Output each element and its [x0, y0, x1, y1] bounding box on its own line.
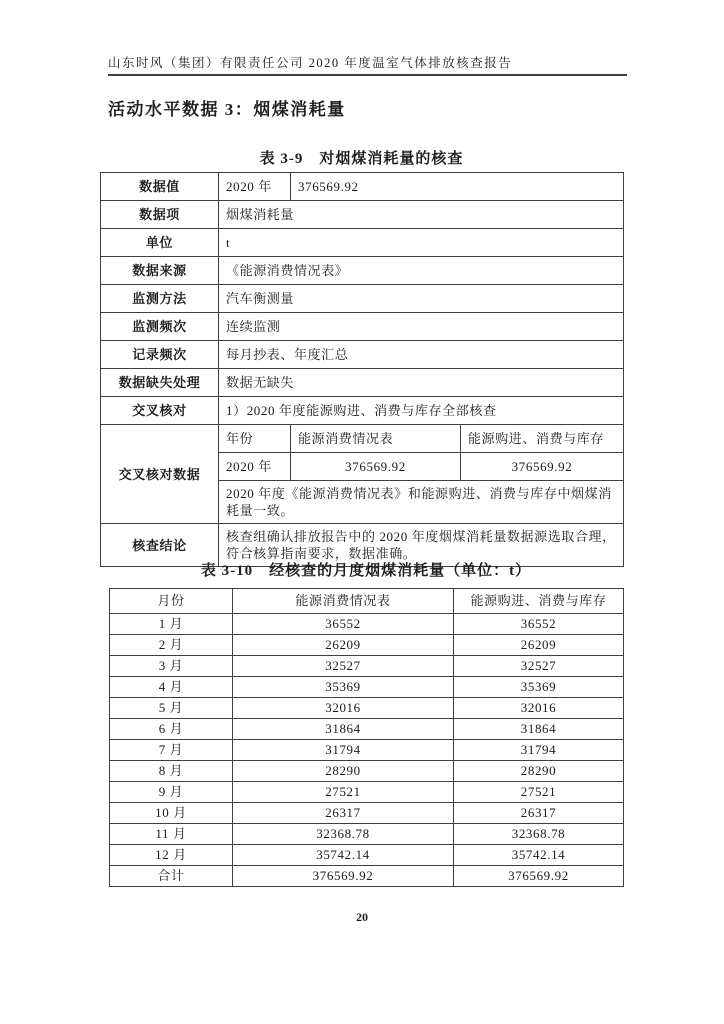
table-cell: 汽车衡测量 [219, 285, 624, 313]
month-cell: 9 月 [110, 782, 233, 803]
column-header: 能源购进、消费与库存 [454, 589, 624, 614]
value-cell: 26209 [233, 635, 454, 656]
table-cell: 376569.92 [291, 173, 624, 201]
table-cell: 2020 年 [219, 453, 291, 481]
value-cell: 32527 [233, 656, 454, 677]
page-number: 20 [356, 910, 368, 924]
month-cell: 7 月 [110, 740, 233, 761]
table-row [101, 397, 624, 425]
table-cell: 2020 年 [219, 173, 291, 201]
table-row [101, 173, 624, 201]
table-cell: 376569.92 [461, 453, 624, 481]
month-cell: 1 月 [110, 614, 233, 635]
table-row [101, 313, 624, 341]
table-row [110, 635, 624, 656]
table-cell: 376569.92 [291, 453, 461, 481]
page-header: 山东时风（集团）有限责任公司 2020 年度温室气体排放核查报告 [108, 56, 513, 70]
table-row [110, 740, 624, 761]
table-cell: 《能源消费情况表》 [219, 257, 624, 285]
table-cell: 核查组确认排放报告中的 2020 年度烟煤消耗量数据源选取合理，符合核算指南要求，数据准确。 [219, 524, 624, 567]
table-row [101, 425, 624, 453]
month-cell: 8 月 [110, 761, 233, 782]
table-row [110, 866, 624, 887]
value-cell: 26317 [454, 803, 624, 824]
row-label: 交叉核对数据 [101, 425, 219, 524]
table-row [101, 285, 624, 313]
value-cell: 36552 [454, 614, 624, 635]
value-cell: 35742.14 [454, 845, 624, 866]
table-row [101, 341, 624, 369]
table-cell: t [219, 229, 624, 257]
column-header: 能源消费情况表 [233, 589, 454, 614]
value-cell: 32368.78 [233, 824, 454, 845]
value-cell: 26209 [454, 635, 624, 656]
value-cell: 32016 [233, 698, 454, 719]
value-cell: 28290 [454, 761, 624, 782]
table-row [110, 803, 624, 824]
value-cell: 31794 [454, 740, 624, 761]
table-row [110, 677, 624, 698]
row-label: 数据缺失处理 [101, 369, 219, 397]
table-row [110, 761, 624, 782]
total-value-cell: 376569.92 [233, 866, 454, 887]
table-cell: 连续监测 [219, 313, 624, 341]
table-3-10-title: 表 3-10 经核查的月度烟煤消耗量（单位：t） [200, 563, 532, 579]
row-label: 数据来源 [101, 257, 219, 285]
month-cell: 12 月 [110, 845, 233, 866]
row-label: 核查结论 [101, 524, 219, 567]
value-cell: 27521 [233, 782, 454, 803]
table-cell: 数据无缺失 [219, 369, 624, 397]
month-cell: 2 月 [110, 635, 233, 656]
value-cell: 31794 [233, 740, 454, 761]
value-cell: 32368.78 [454, 824, 624, 845]
value-cell: 28290 [233, 761, 454, 782]
row-label: 单位 [101, 229, 219, 257]
table-row [101, 201, 624, 229]
total-label-cell: 合计 [110, 866, 233, 887]
table-3-9 [100, 172, 624, 567]
table-row [101, 229, 624, 257]
month-cell: 3 月 [110, 656, 233, 677]
table-row [101, 369, 624, 397]
value-cell: 36552 [233, 614, 454, 635]
row-label: 监测频次 [101, 313, 219, 341]
month-cell: 5 月 [110, 698, 233, 719]
table-row [110, 845, 624, 866]
row-label: 记录频次 [101, 341, 219, 369]
value-cell: 35742.14 [233, 845, 454, 866]
table-cell: 烟煤消耗量 [219, 201, 624, 229]
value-cell: 26317 [233, 803, 454, 824]
value-cell: 32016 [454, 698, 624, 719]
month-cell: 6 月 [110, 719, 233, 740]
table-row [110, 719, 624, 740]
nested-column-header: 能源消费情况表 [291, 425, 461, 453]
value-cell: 32527 [454, 656, 624, 677]
column-header: 月份 [110, 589, 233, 614]
section-heading: 活动水平数据 3：烟煤消耗量 [108, 100, 346, 119]
table-row [110, 656, 624, 677]
table-row [110, 614, 624, 635]
table-row [101, 257, 624, 285]
table-cell: 1）2020 年度能源购进、消费与库存全部核查 [219, 397, 624, 425]
value-cell: 27521 [454, 782, 624, 803]
nested-column-header: 能源购进、消费与库存 [461, 425, 624, 453]
value-cell: 31864 [454, 719, 624, 740]
header-rule [108, 74, 627, 76]
row-label: 交叉核对 [101, 397, 219, 425]
nested-column-header: 年份 [219, 425, 291, 453]
table-row [110, 824, 624, 845]
month-cell: 10 月 [110, 803, 233, 824]
value-cell: 35369 [454, 677, 624, 698]
table-row [110, 698, 624, 719]
row-label: 监测方法 [101, 285, 219, 313]
table-cell: 每月抄表、年度汇总 [219, 341, 624, 369]
value-cell: 31864 [233, 719, 454, 740]
month-cell: 11 月 [110, 824, 233, 845]
cross-check-note: 2020 年度《能源消费情况表》和能源购进、消费与库存中烟煤消耗量一致。 [219, 481, 624, 524]
table-header-row [110, 589, 624, 614]
month-cell: 4 月 [110, 677, 233, 698]
table-3-10 [109, 588, 624, 887]
table-row [110, 782, 624, 803]
value-cell: 35369 [233, 677, 454, 698]
row-label: 数据值 [101, 173, 219, 201]
table-3-9-title: 表 3-9 对烟煤消耗量的核查 [259, 151, 464, 167]
total-value-cell: 376569.92 [454, 866, 624, 887]
row-label: 数据项 [101, 201, 219, 229]
